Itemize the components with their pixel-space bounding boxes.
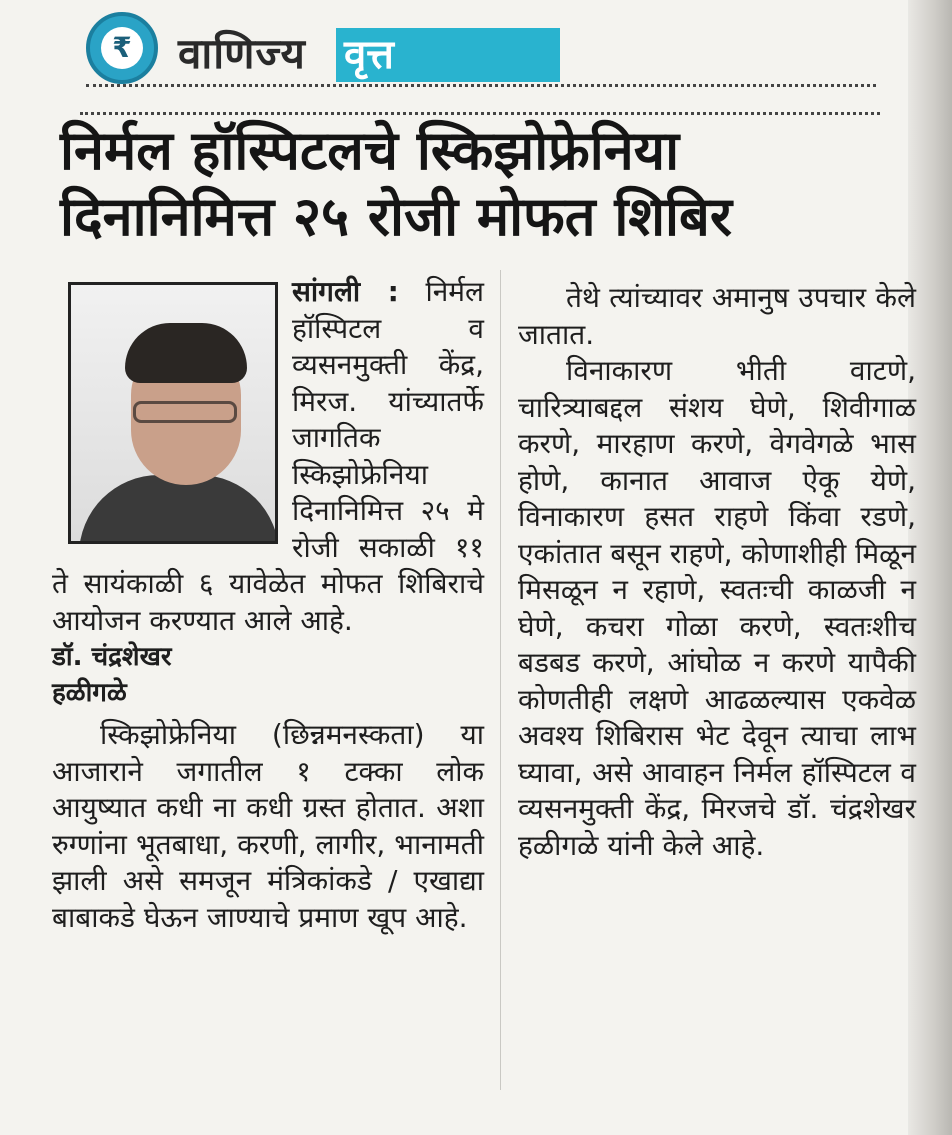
rupee-glyph: ₹	[101, 27, 143, 69]
headline-line-2: दिनानिमित्त २५ रोजी मोफत शिबिर	[60, 185, 732, 248]
article-paragraph-1: निर्मल हॉस्पिटल व व्यसनमुक्ती केंद्र, मिरज. यांच्यातर्फे जागतिक स्किझोफ्रेनिया दिनानिमित्त २५ मे रोजी सकाळी ११ ते सायंकाळी ६ यावेळेत मोफत शिबिराचे आयोजन करण्यात आले आहे.	[52, 275, 484, 637]
section-masthead	[86, 8, 566, 90]
article-paragraph-2: स्किझोफ्रेनिया (छिन्नमनस्कता) या आजाराने जगातील १ टक्का लोक आयुष्यात कधी ना कधी ग्रस्त होतात. अशा रुग्णांना भूतबाधा, करणी, लागीर, भानामती झाली असे समजून मंत्रिकांकडे / एखाद्या बाबाकडे घेऊन जाण्याचे प्रमाण खूप आहे.	[52, 718, 484, 934]
caption-line-2: हळीगळे	[52, 678, 127, 708]
article-paragraph-4: विनाकारण भीती वाटणे, चारित्र्याबद्दल संशय घेणे, शिवीगाळ करणे, मारहाण करणे, वेगवेगळे भास होणे, कानात आवाज ऐकू येणे, विनाकारण हसत राहणे किंवा रडणे, एकांतात बसून राहणे, कोणाशीही मिळून मिसळून न रहाणे, स्वतःची काळजी न घेणे, कचरा गोळा करणे, स्वतःशीच बडबड करणे, आंघोळ न करणे यापैकी कोणतीही लक्षणे आढळल्यास एकवेळ अवश्य शिबिरास भेट देवून त्याचा लाभ घ्यावा, असे आवाहन निर्मल हॉस्पिटल व व्यसनमुक्ती केंद्र, मिरजचे डॉ. चंद्रशेखर हळीगळे यांनी केले आहे.	[518, 354, 916, 862]
headline-line-1: निर्मल हॉस्पिटलचे स्किझोफ्रेनिया	[60, 119, 680, 182]
headline-divider	[80, 112, 880, 115]
portrait-photo	[68, 282, 278, 544]
column-separator	[500, 270, 501, 1090]
section-accent: वृत्त	[336, 28, 560, 82]
dateline: सांगली :	[292, 275, 399, 308]
masthead-divider	[86, 84, 876, 87]
article-column-1	[52, 274, 484, 936]
portrait-glasses	[133, 401, 237, 423]
portrait-hair	[125, 323, 247, 383]
headline	[60, 118, 900, 250]
portrait-shoulders	[79, 475, 278, 544]
photo-caption	[52, 639, 272, 711]
article-column-2	[518, 280, 916, 864]
caption-line-1: डॉ. चंद्रशेखर	[52, 642, 172, 672]
article-paragraph-3: तेथे त्यांच्यावर अमानुष उपचार केले जातात.	[518, 281, 916, 351]
rupee-icon	[86, 12, 158, 84]
section-name: वाणिज्य	[178, 29, 306, 78]
